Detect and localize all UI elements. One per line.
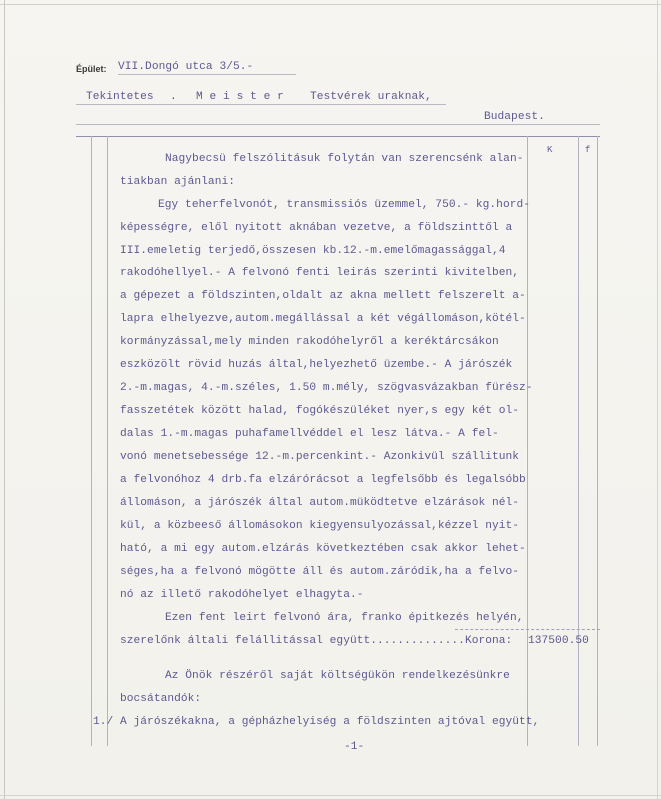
list-item-number: 1./ [93, 716, 114, 728]
building-label: Épület: [76, 64, 107, 74]
list-item-text: A járószékakna, a gépházhelyiség a földszinten ajtóval együtt, [120, 716, 540, 728]
body-line: fasszetétek között halad, fogókészüléket nyer,s egy két ol- [120, 405, 520, 417]
recipient-rest: Testvérek uraknak, [310, 91, 432, 103]
requirements-intro: Az Önök részéről saját költségükön rendelkezésünkre [165, 670, 510, 682]
korona-column-rule [527, 136, 528, 746]
margin-rule-outer [91, 136, 92, 746]
requirements-intro: bocsátandók: [120, 693, 202, 705]
right-column-rule [597, 136, 598, 746]
body-line: nó az illető rakodóhelyet elhagyta.- [120, 589, 364, 601]
body-line: ható, a mi egy autom.elzárás következtében csak akkor lehet- [120, 543, 526, 555]
body-line: a felvonóhoz 4 drb.fa elzárórácsot a legfelsőbb és legalsóbb [120, 474, 526, 486]
price-amount: 137500.50 [528, 635, 589, 647]
body-line: Egy teherfelvonót, transmissiós üzemmel, 750.- kg.hord- [158, 199, 530, 211]
column-header-filler: f [585, 145, 591, 155]
price-label: szerelőnk általi felállitással együtt..............Korona: [120, 635, 513, 647]
table-top-rule [76, 136, 600, 137]
scan-edge-top [0, 4, 661, 5]
city: Budapest. [484, 111, 545, 123]
body-line: vonó menetsebessége 12.-m.percenkint.- Azonkivül szállitunk [120, 451, 520, 463]
body-line: 2.-m.magas, 4.-m.széles, 1.50 m.mély, szögvasvázakban fürész- [120, 382, 533, 394]
margin-rule-inner [107, 136, 108, 746]
body-line: Ezen fent leirt felvonó ára, franko épitkezés helyén, [165, 612, 524, 624]
body-line: dalas 1.-m.magas puhafamellvéddel el lesz látva.- A fel- [120, 428, 499, 440]
body-line: kormányzással,mely minden rakodóhelyről a keréktárcsákon [120, 336, 499, 348]
body-line: Nagybecsü felszólitásuk folytán van szerencsénk alan- [165, 153, 524, 165]
body-line: eszközölt rövid huzás által,helyezhető üzembe.- A járószék [120, 359, 513, 371]
body-line: a gépezet a földszinten,oldalt az akna mellett felszerelt a- [120, 290, 526, 302]
salutation-title: Tekintetes [86, 91, 154, 103]
page-number: -1- [344, 741, 365, 753]
recipient-name: M e i s t e r [196, 91, 284, 103]
salutation-dot: . [170, 91, 177, 103]
column-header-korona: K [547, 145, 553, 155]
building-underline [118, 74, 296, 75]
scan-edge-right [657, 0, 658, 799]
body-line: állomáson, a járószék által autom.müködtetve elzárások nél- [120, 497, 520, 509]
recipient-underline [76, 104, 446, 105]
city-underline [76, 124, 600, 125]
scan-edge-left [4, 0, 5, 799]
body-line: tiakban ajánlani: [120, 176, 235, 188]
body-line: képességre, elől nyitott aknában vezetve, a földszinttől a [120, 222, 513, 234]
body-line: rakodóhellyel.- A felvonó fenti leirás szerinti kivitelben, [120, 267, 520, 279]
building-address: VII.Dongó utca 3/5.- [118, 61, 254, 73]
body-line: séges,ha a felvonó mögötte áll és autom.záródik,ha a felvo- [120, 566, 520, 578]
price-separator [455, 629, 600, 630]
filler-column-rule [578, 136, 579, 746]
scan-edge-bottom [0, 795, 661, 796]
body-line: III.emeletig terjedő,összesen kb.12.-m.emelőmagassággal,4 [120, 245, 506, 257]
body-line: kül, a közbeeső állomásokon kiegyensulyozással,kézzel nyit- [120, 520, 520, 532]
body-line: lapra elhelyezve,autom.megállással a két végállomáson,kötél- [120, 313, 526, 325]
